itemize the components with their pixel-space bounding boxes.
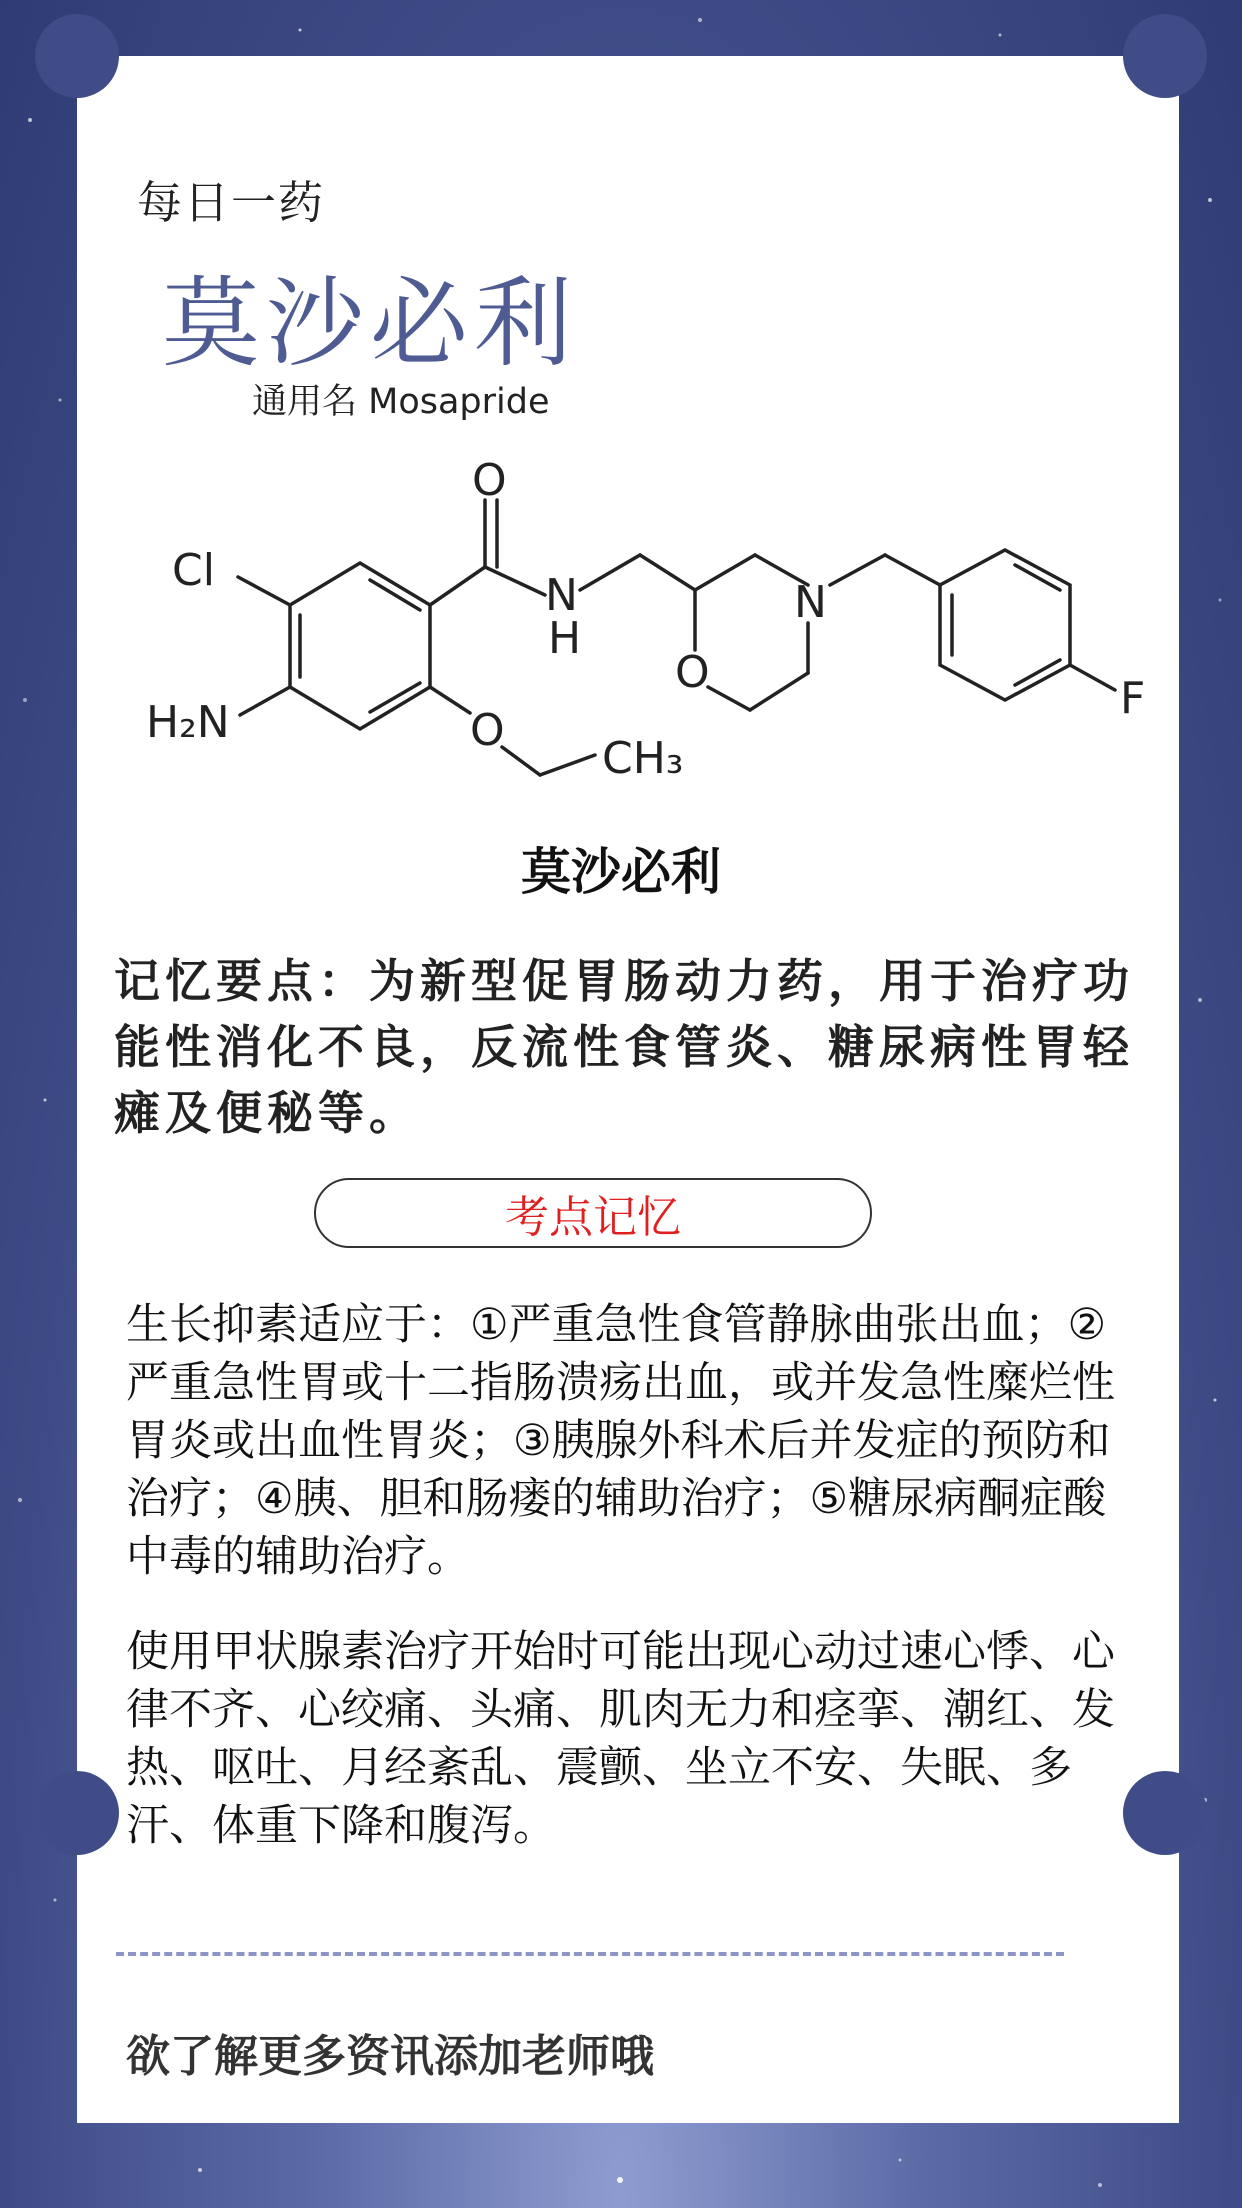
card-notch-mid-left — [35, 1771, 119, 1855]
atom-o-top: O — [472, 455, 507, 506]
atom-n-amide: N — [545, 570, 578, 621]
atom-h-amide: H — [548, 613, 582, 664]
card-notch-mid-right — [1123, 1771, 1207, 1855]
atom-f: F — [1120, 673, 1146, 724]
atom-o-ether: O — [470, 705, 505, 756]
section-label: 考点记忆 — [505, 1192, 681, 1243]
footer-text: 欲了解更多资讯添加老师哦 — [126, 2031, 654, 2082]
chemical-structure-diagram — [140, 455, 1190, 815]
structure-caption: 莫沙必利 — [521, 842, 721, 901]
card-notch-top-right — [1123, 14, 1207, 98]
section-label-pill — [314, 1178, 872, 1248]
atom-nh2: H₂N — [146, 697, 230, 748]
dashed-divider — [116, 1952, 1064, 1956]
atom-ch3: CH₃ — [602, 733, 684, 784]
drug-title: 莫沙必利 — [162, 267, 579, 381]
key-point-text: 记忆要点：为新型促胃肠动力药，用于治疗功能性消化不良，反流性食管炎、糖尿病性胃轻瘫及便秘等。 — [114, 954, 1134, 1140]
generic-name: 通用名 Mosapride — [252, 382, 550, 422]
atom-cl: Cl — [172, 545, 215, 596]
exam-point-paragraph: 生长抑素适应于：①严重急性食管静脉曲张出血；②严重急性胃或十二指肠溃疡出血，或并发急性糜烂性胃炎或出血性胃炎；③胰腺外科术后并发症的预防和治疗；④胰、胆和肠瘘的辅助治疗；⑤糖尿病酮症酸中毒的辅助治疗。 — [126, 1300, 1115, 1582]
kicker-label: 每日一药 — [137, 176, 326, 229]
card-notch-top-left — [35, 14, 119, 98]
atom-o-ring: O — [675, 647, 710, 698]
exam-point-paragraph: 使用甲状腺素治疗开始时可能出现心动过速心悸、心律不齐、心绞痛、头痛、肌肉无力和痉挛、潮红、发热、呕吐、月经紊乱、震颤、坐立不安、失眠、多汗、体重下降和腹泻。 — [126, 1627, 1115, 1851]
atom-n-ring: N — [794, 577, 827, 628]
